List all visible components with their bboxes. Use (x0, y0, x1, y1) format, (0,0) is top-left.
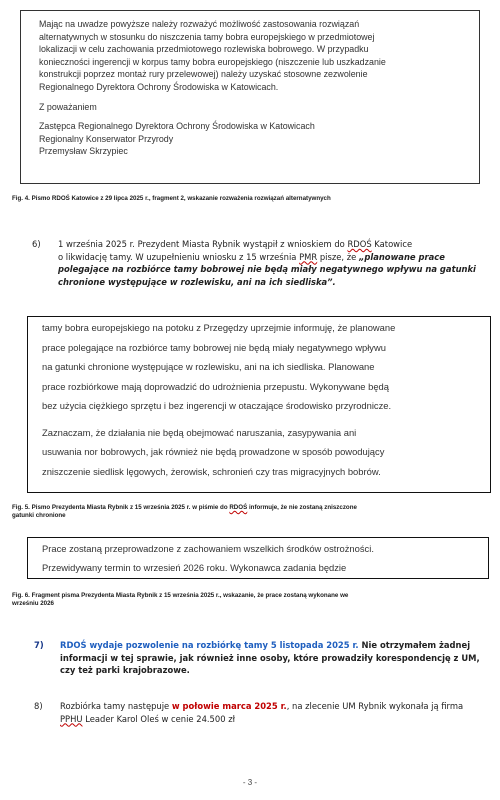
letter-fragment-box-1 (20, 10, 480, 184)
signature-line: Zastępca Regionalnego Dyrektora Ochrony Środowiska w Katowicach (39, 121, 315, 132)
box3-line: Prace zostaną przeprowadzone z zachowaniem wszelkich środków ostrożności. (42, 543, 374, 554)
figure-caption-4: Fig. 4. Pismo RDOŚ Katowice z 29 lipca 2025 r., fragment 2, wskazanie rozważenia rozwiązań alternatywnych (12, 195, 331, 202)
item6-line-2: o likwidację tamy. W uzupełnieniu wniosku z 15 września PMR pisze, że „planowane prace (58, 251, 445, 262)
item8-line-1: Rozbiórka tamy następuje w połowie marca 2025 r., na zlecenie UM Rybnik wykonała ją firma (60, 701, 464, 711)
item7-line-3: czy też parki krajobrazowe. (60, 665, 190, 675)
box2-line: Zaznaczam, że działania nie będą obejmować naruszania, zasypywania ani (42, 426, 357, 438)
item6-line-1: 1 września 2025 r. Prezydent Miasta Rybnik wystąpił z wnioskiem do RDOŚ Katowice (58, 239, 413, 249)
list-item-6 (32, 238, 492, 288)
item-number: 7) (34, 640, 44, 650)
item-number: 8) (34, 701, 43, 711)
page-number: - 3 - (242, 778, 258, 787)
item7-line-1: RDOŚ wydaje pozwolenie na rozbiórkę tamy 5 listopada 2025 r. Nie otrzymałem żadnej (60, 640, 471, 650)
signature-line: Regionalny Konserwator Przyrody (39, 133, 174, 144)
item7-line-2: informacji w tej sprawie, jak również inne osoby, które prowadziły korespondencję z UM, (60, 652, 480, 663)
box1-line: alternatywnych w stosunku do niszczenia tamy bobra europejskiego w przedmiotowej (39, 31, 375, 42)
figure-caption-5: Fig. 5. Pismo Prezydenta Miasta Rybnik z 15 września 2025 r. w piśmie do RDOŚ informuje, że nie zostaną zniszczone gatunki chronione (12, 504, 357, 519)
greeting: Z poważaniem (39, 101, 97, 112)
item6-quote-line-4: chronione występujące w rozlewisku, ani na ich siedliska”. (58, 276, 336, 287)
figure-caption-6: Fig. 6. Fragment pisma Prezydenta Miasta Rybnik z 15 września 2025 r., wskazanie, że prace zostaną wykonane we wrześniu 2026 (12, 592, 349, 607)
box1-line: Mając na uwadze powyższe należy rozważyć możliwość zastosowania rozwiązań (39, 19, 360, 29)
item8-line-2: PPHU Leader Karol Oleś w cenie 24.500 zł (60, 713, 235, 724)
box2-line: tamy bobra europejskiego na potoku z Przegędzy uprzejmie informuję, że planowane (42, 322, 396, 333)
item6-quote-line-3: polegające na rozbiórce tamy bobrowej nie będą miały negatywnego wpływu na gatunki (58, 264, 476, 274)
box2-line: usuwania nor bobrowych, jak również nie będą prowadzone w sposób powodujący (42, 446, 385, 457)
box2-line: prace rozbiórkowe mają doprowadzić do udrożnienia przepustu. Wykonywane będą (42, 380, 389, 392)
item-number: 6) (32, 239, 41, 249)
box1-line: konstrukcji poprzez montaż rury przelewowej) należy uzyskać stosowne zezwolenie (39, 69, 368, 80)
box1-line: Regionalnego Dyrektora Ochrony Środowiska w Katowicach. (39, 81, 279, 92)
box2-line: bez użycia ciężkiego sprzętu i bez ingerencji w otaczające środowisko przyrodnicze. (42, 400, 392, 411)
letter-fragment-box-3 (27, 537, 489, 579)
box2-line: na gatunki chronione występujące w rozlewisku, ani na ich siedliska. Planowane (42, 361, 375, 372)
box1-line: konieczności ingerencji w korpus tamy bobra europejskiego (niszczenie lub uszkadzanie (39, 56, 386, 67)
list-item-7 (34, 639, 494, 677)
signature-line: Przemysław Skrzypiec (39, 146, 128, 157)
box2-line: zniszczenie siedlisk lęgowych, żerowisk, schronień czy tras migracyjnych bobrów. (42, 465, 381, 477)
list-item-8 (34, 700, 494, 725)
box3-line: Przewidywany termin to wrzesień 2026 roku. Wykonawca zadania będzie (42, 562, 347, 573)
box2-line: prace polegające na rozbiórce tamy bobrowej nie będą miały negatywnego wpływu (42, 341, 386, 353)
box1-line: lokalizacji w celu zachowania przedmiotowego rozlewiska bobrowego. W przypadku (39, 44, 369, 55)
letter-fragment-box-2 (27, 316, 491, 493)
